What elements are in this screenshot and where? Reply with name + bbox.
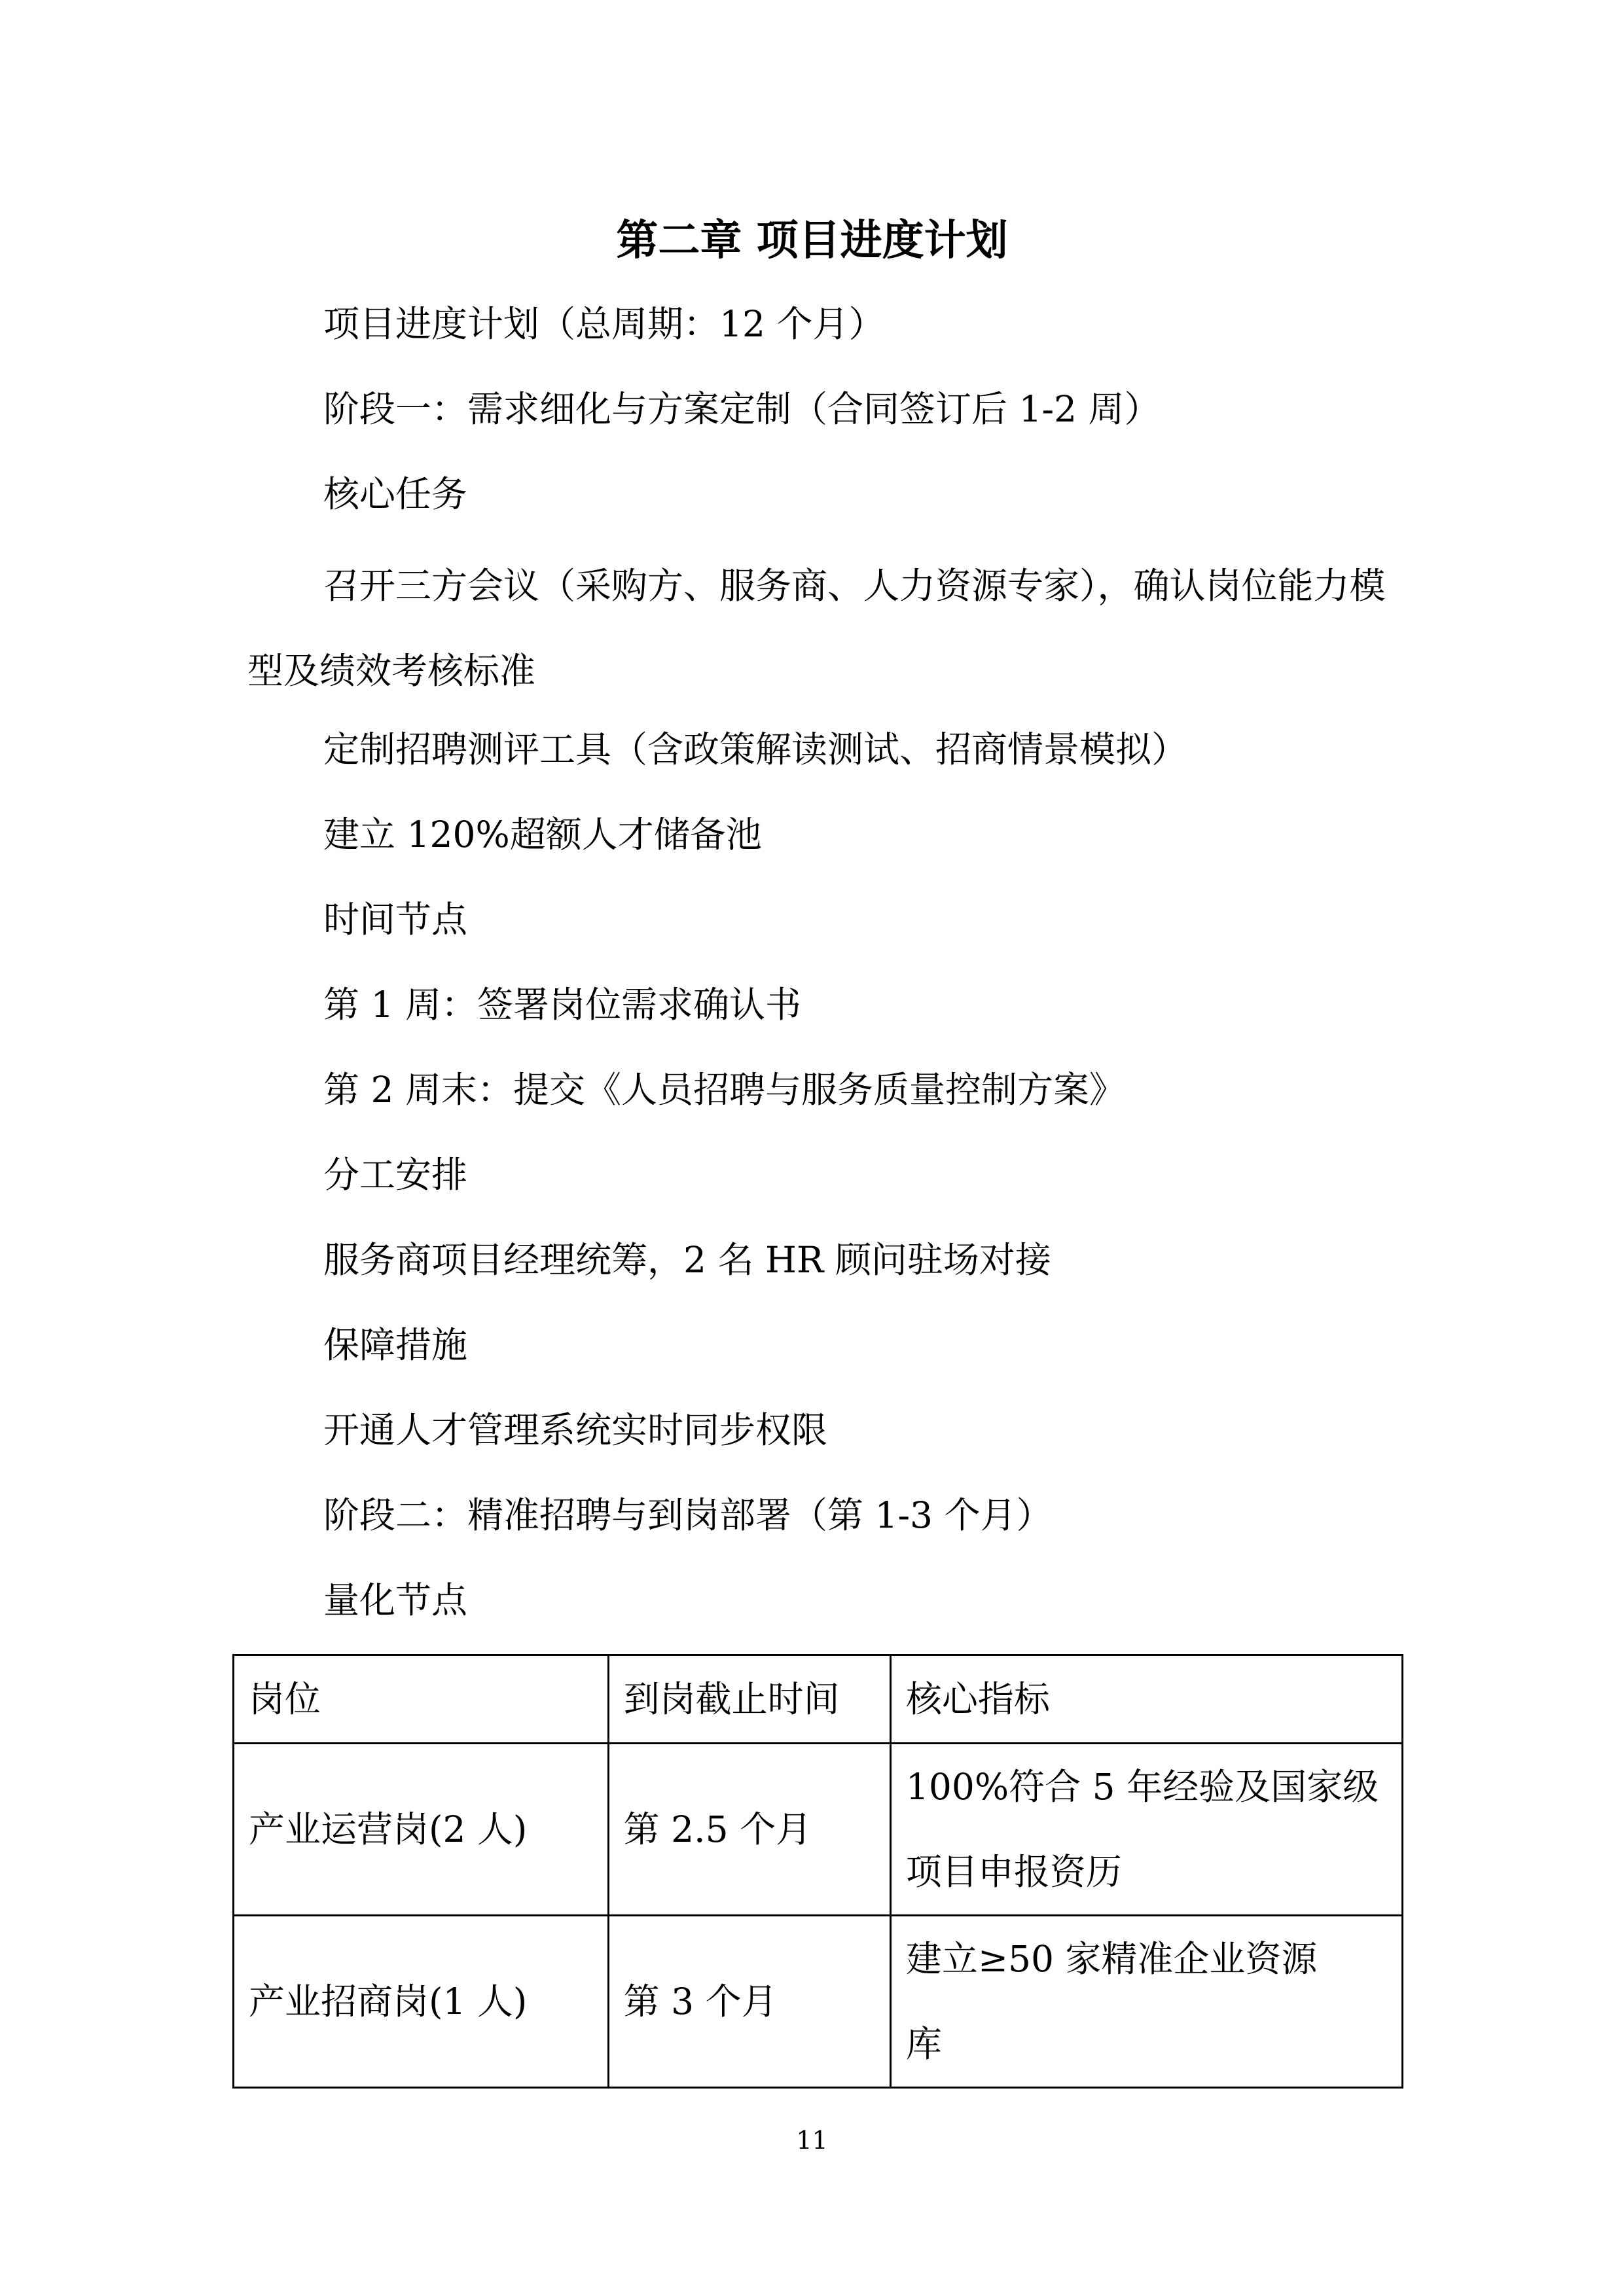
paragraph-week-two: 第 2 周末：提交《人员招聘与服务质量控制方案》	[323, 1069, 1125, 1111]
paragraph-phase-two: 阶段二：精准招聘与到岗部署（第 1-3 个月）	[323, 1494, 1053, 1536]
indicator-line: 项目申报资历	[905, 1851, 1122, 1893]
table-header-row	[234, 1655, 1403, 1744]
quantified-nodes-table	[232, 1654, 1403, 2089]
paragraph-safeguards: 保障措施	[323, 1324, 468, 1366]
page-number: 11	[796, 2126, 828, 2155]
paragraph-project-manager: 服务商项目经理统筹，2 名 HR 顾问驻场对接	[323, 1239, 1051, 1281]
cell-indicator	[890, 1744, 1402, 1916]
paragraph-schedule-overview: 项目进度计划（总周期：12 个月）	[323, 303, 885, 345]
cell-deadline: 第 3 个月	[608, 1916, 890, 2088]
cell-position: 产业运营岗(2 人)	[234, 1744, 609, 1916]
table-row	[234, 1916, 1403, 2088]
paragraph-talent-pool: 建立 120%超额人才储备池	[323, 814, 762, 855]
indicator-line: 建立≥50 家精准企业资源	[905, 1938, 1318, 1980]
indicator-line: 库	[905, 2023, 942, 2065]
paragraph-time-nodes: 时间节点	[323, 899, 468, 941]
header-position: 岗位	[234, 1655, 609, 1744]
header-indicator: 核心指标	[890, 1655, 1402, 1744]
cell-indicator	[890, 1916, 1402, 2088]
chapter-title: 第二章 项目进度计划	[616, 217, 1008, 265]
paragraph-assessment-tools: 定制招聘测评工具（含政策解读测试、招商情景模拟）	[323, 728, 1188, 770]
paragraph-core-tasks: 核心任务	[323, 473, 468, 515]
paragraph-division-of-labor: 分工安排	[323, 1154, 468, 1196]
paragraph-system-permissions: 开通人才管理系统实时同步权限	[323, 1409, 828, 1451]
cell-deadline: 第 2.5 个月	[608, 1744, 890, 1916]
header-deadline: 到岗截止时间	[608, 1655, 890, 1744]
paragraph-quantified-nodes: 量化节点	[323, 1579, 468, 1621]
table-row	[234, 1744, 1403, 1916]
cell-position: 产业招商岗(1 人)	[234, 1916, 609, 2088]
paragraph-tripartite-meeting: 召开三方会议（采购方、服务商、人力资源专家），确认岗位能力模型及绩效考核标准	[247, 565, 1386, 692]
paragraph-phase-one: 阶段一：需求细化与方案定制（合同签订后 1-2 周）	[323, 388, 1161, 430]
indicator-line: 100%符合 5 年经验及国家级	[905, 1766, 1379, 1808]
paragraph-week-one: 第 1 周：签署岗位需求确认书	[323, 984, 801, 1026]
